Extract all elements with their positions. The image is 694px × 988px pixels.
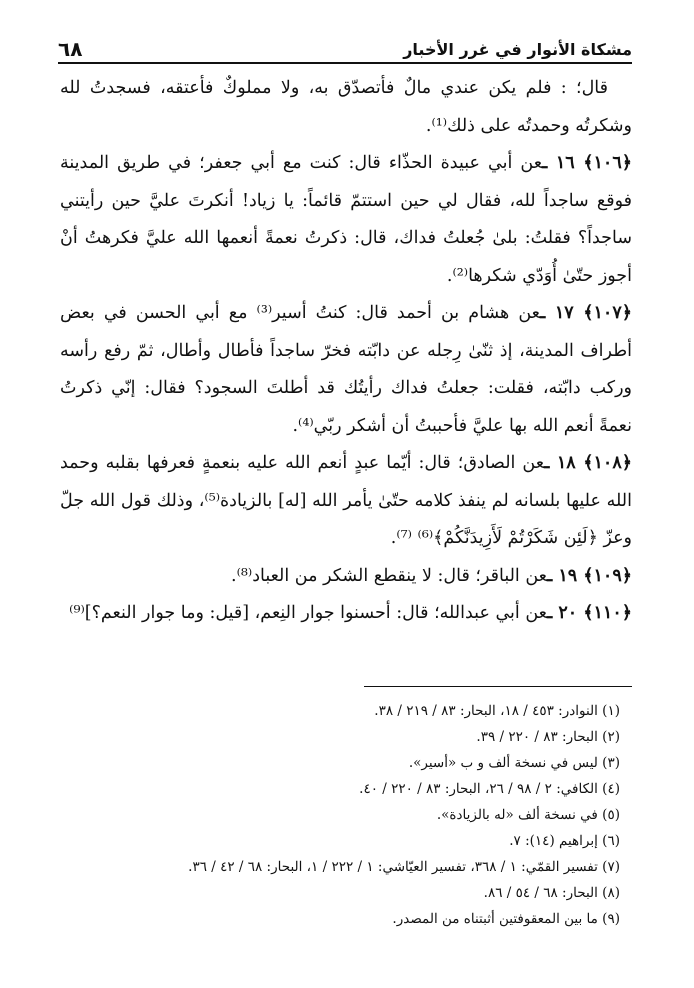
running-title: مشكاة الأنوار في غرر الأخبار xyxy=(403,40,632,59)
hadith-paragraph xyxy=(60,145,632,295)
footnote: (٣) ليس في نسخة ألف و ب «أسير». xyxy=(408,755,620,771)
hadith-paragraph xyxy=(60,558,632,596)
page-header xyxy=(58,32,632,64)
footnote: (٥) في نسخة ألف «له بالزيادة». xyxy=(436,807,620,823)
hadith-paragraph xyxy=(60,595,632,633)
footnote: (٨) البحار: ٦٨ / ٥٤ / ٨٦. xyxy=(483,885,620,901)
hadith-number: ﴿١٠٧﴾ ١٧ ـ xyxy=(540,303,632,323)
hadith-number: ﴿١٠٨﴾ ١٨ ـ xyxy=(544,453,632,473)
paragraph-text: قال؛ : فلم يكن عندي مالٌ فأتصدّق به، ولا مملوكٌ فأعتقه، فسجدتُ لله وشكرتُه وحمدتُه على ذلك⁽¹⁾. xyxy=(60,78,632,136)
paragraph-text: عن الباقر؛ قال: لا ينقطع الشكر من العباد⁽⁸⁾. xyxy=(231,565,548,586)
footnote: (١) النوادر: ٤٥٣ / ١٨، البحار: ٨٣ / ٢١٩ / ٣٨. xyxy=(374,703,620,719)
hadith-paragraph xyxy=(60,295,632,445)
footnote: (٧) تفسير القمّي: ١ / ٣٦٨، تفسير العيّاشي: ١ / ٢٢٢ / ١، البحار: ٦٨ / ٤٢ / ٣٦. xyxy=(188,859,620,875)
footnote-divider xyxy=(364,686,632,687)
main-text xyxy=(60,70,632,633)
hadith-number: ﴿١٠٦﴾ ١٦ ـ xyxy=(542,153,632,173)
hadith-number: ﴿١١٠﴾ ٢٠ ـ xyxy=(547,603,632,623)
paragraph-text: عن أبي عبدالله؛ قال: أحسنوا جوار النِعم، [قيل: وما جوار النعم؟]⁽⁹⁾ xyxy=(69,603,548,623)
footnote: (٢) البحار: ٨٣ / ٢٢٠ / ٣٩. xyxy=(476,729,620,745)
paragraph-continuation xyxy=(60,70,632,145)
paragraph-text: عن الصادق؛ قال: أيّما عبدٍ أنعم الله عليه بنعمةٍ فعرفها بقلبه وحمد الله عليها بلسانه لم ينفذ كلامه حتّىٰ يأمر الله [له] بالزيادة⁽⁵⁾، وذلك قول الله جلّ وعزّ ﴿لَئِن شَكَرْتُمْ لَأَزِيدَنَّكُمْ﴾⁽⁶⁾ ⁽⁷⁾. xyxy=(60,453,632,548)
footnote: (٦) إبراهيم (١٤): ٧. xyxy=(509,833,620,849)
footnote: (٩) ما بين المعقوفتين أثبتناه من المصدر. xyxy=(392,911,620,927)
paragraph-text: عن أبي عبيدة الحذّاء قال: كنت مع أبي جعفر؛ في طريق المدينة فوقع ساجداً لله، فقال لي حين استتمّ قائماً: يا زياد! أنكرتَ عليَّ حين رأيتني ساجداً؟ فقلتُ: بلىٰ جُعلتُ فداك، قال: ذكرتُ نعمةً أنعمها الله عليَّ فكرهتُ أنْ أجوز حتّىٰ أُوَدّي شكرها⁽²⁾. xyxy=(60,153,632,286)
paragraph-text: عن هشام بن أحمد قال: كنتُ أسير⁽³⁾ مع أبي الحسن في بعض أطراف المدينة، إذ ثنّىٰ رِجله عن دابّته فخرّ ساجداً فأطال وأطال، ثمّ رفع رأسه وركب دابّته، فقلت: جعلتُ فداك رأيتُك قد أطلتَ السجود؟ فقال: إنّي ذكرتُ نعمةً أنعم الله بها عليَّ فأحببتُ أن أشكر ربّي⁽⁴⁾. xyxy=(60,303,632,436)
hadith-paragraph xyxy=(60,445,632,558)
hadith-number: ﴿١٠٩﴾ ١٩ ـ xyxy=(547,565,632,586)
footnote: (٤) الكافي: ٢ / ٩٨ / ٢٦، البحار: ٨٣ / ٢٢٠ / ٤٠. xyxy=(359,781,620,797)
page-number: ٦٨ xyxy=(58,37,83,61)
footnotes xyxy=(60,698,620,932)
